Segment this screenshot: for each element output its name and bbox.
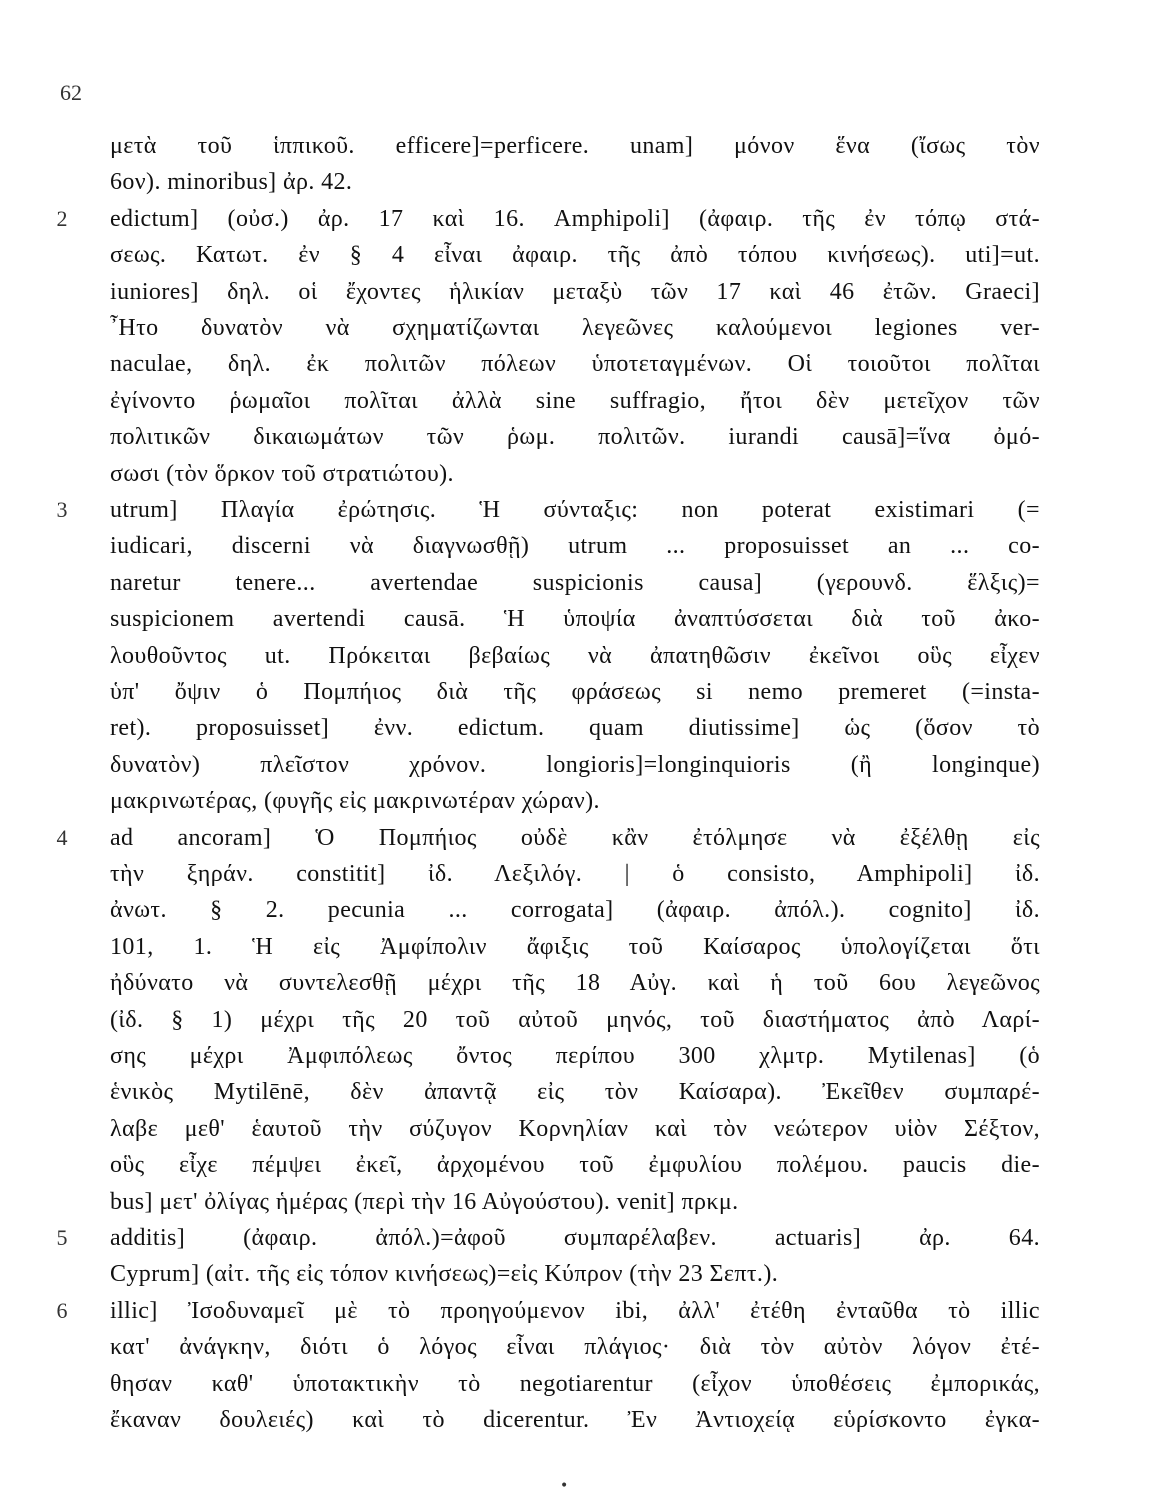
text-line: illic] Ἰσοδυναμεῖ μὲ τὸ προηγούμενον ibi, ἀλλ' ἐτέθη ἐνταῦθα τὸ illic xyxy=(110,1297,1040,1324)
text-line: 101, 1. Ἡ εἰς Ἀμφίπολιν ἄφιξις τοῦ Καίσαρος ὑπολογίζεται ὅτι xyxy=(110,933,1040,960)
text-line: πολιτικῶν δικαιωμάτων τῶν ῥωμ. πολιτῶν. iurandi causā]=ἵνα ὀμό- xyxy=(110,424,1040,451)
text-line: iudicari, discerni νὰ διαγνωσθῇ) utrum ... proposuisset an ... co- xyxy=(110,533,1040,560)
text-line: ἐγίνοντο ῥωμαῖοι πολῖται ἀλλὰ sine suffragio, ἤτοι δὲν μετεῖχον τῶν xyxy=(110,387,1040,414)
page-number: 62 xyxy=(60,80,82,105)
text-line: ῏Ητο δυνατὸν νὰ σχηματίζωνται λεγεῶνες καλούμενοι legiones ver- xyxy=(110,315,1040,341)
text-line: δυνατὸν) πλεῖστον χρόνον. longioris]=longinquioris (ἢ longinque) xyxy=(110,751,1040,778)
text-line: μετὰ τοῦ ἱππικοῦ. efficere]=perficere. unam] μόνον ἕνα (ἴσως τὸν xyxy=(110,133,1040,159)
text-line: ret). proposuisset] ἐνν. edictum. quam diutissime] ὡς (ὅσον τὸ xyxy=(110,715,1040,742)
section-number: 3 xyxy=(56,497,68,522)
text-line: Cyprum] (αἰτ. τῆς εἰς τόπον κινήσεως)=εἰς Κύπρον (τὴν 23 Σεπτ.). xyxy=(110,1261,779,1288)
text-line: naretur tenere... avertendae suspicionis causa] (γερουνδ. ἕλξις)= xyxy=(110,569,1040,596)
text-line: naculae, δηλ. ἐκ πολιτῶν πόλεων ὑποτεταγμένων. Οἱ τοιοῦτοι πολῖται xyxy=(110,351,1040,378)
text-line: utrum] Πλαγία ἐρώτησις. Ἡ σύνταξις: non poterat existimari (= xyxy=(110,497,1040,523)
text-line: ad ancoram] Ὁ Πομπήιος οὐδὲ κἂν ἐτόλμησε νὰ ἐξέλθῃ εἰς xyxy=(110,824,1040,851)
text-line: (ἰδ. § 1) μέχρι τῆς 20 τοῦ αὐτοῦ μηνός, τοῦ διαστήματος ἀπὸ Λαρί- xyxy=(110,1006,1040,1033)
text-line: σεως. Κατωτ. ἐν § 4 εἶναι ἀφαιρ. τῆς ἀπὸ τόπου κινήσεως). uti]=ut. xyxy=(110,242,1040,269)
section-number: 6 xyxy=(56,1297,68,1323)
text-line: ὑπ' ὄψιν ὁ Πομπήιος διὰ τῆς φράσεως si nemo premeret (=insta- xyxy=(110,679,1040,705)
text-line: μακρινωτέρας, (φυγῆς εἰς μακρινωτέραν χώραν). xyxy=(110,788,600,815)
page-mark: • xyxy=(560,1478,569,1494)
section-number: 2 xyxy=(56,205,68,231)
text-line: edictum] (οὐσ.) ἀρ. 17 καὶ 16. Amphipoli] (ἀφαιρ. τῆς ἐν τόπῳ στά- xyxy=(110,205,1040,232)
text-line: ἑνικὸς Mytilēnē, δὲν ἀπαντᾷ εἰς τὸν Καίσαρα). Ἐκεῖθεν συμπαρέ- xyxy=(110,1079,1040,1106)
text-line: σωσι (τὸν ὅρκον τοῦ στρατιώτου). xyxy=(110,460,454,487)
section-number: 4 xyxy=(56,824,68,850)
text-line: λαβε μεθ' ἑαυτοῦ τὴν σύζυγον Κορνηλίαν καὶ τὸν νεώτερον υἱὸν Σέξτον, xyxy=(110,1115,1040,1142)
text-line: κατ' ἀνάγκην, διότι ὁ λόγος εἶναι πλάγιος· διὰ τὸν αὐτὸν λόγον ἐτέ- xyxy=(110,1334,1040,1361)
text-line: ἀνωτ. § 2. pecunia ... corrogata] (ἀφαιρ. ἀπόλ.). cognito] ἰδ. xyxy=(110,897,1040,924)
text-line: 6ον). minoribus] ἀρ. 42. xyxy=(110,169,353,196)
text-line: θησαν καθ' ὑποτακτικὴν τὸ negotiarentur (εἶχον ὑποθέσεις ἐμπορικάς, xyxy=(110,1370,1040,1397)
text-line: suspicionem avertendi causā. Ἡ ὑποψία ἀναπτύσσεται διὰ τοῦ ἀκο- xyxy=(110,606,1040,633)
text-line: ἠδύνατο νὰ συντελεσθῇ μέχρι τῆς 18 Αὐγ. καὶ ἡ τοῦ 6ου λεγεῶνος xyxy=(110,970,1040,997)
text-line: οὓς εἶχε πέμψει ἐκεῖ, ἀρχομένου τοῦ ἐμφυλίου πολέμου. paucis die- xyxy=(110,1152,1040,1179)
section-number: 5 xyxy=(56,1225,68,1250)
text-line: bus] μετ' ὀλίγας ἡμέρας (περὶ τὴν 16 Αὐγούστου). venit] πρκμ. xyxy=(110,1188,739,1215)
text-line: τὴν ξηράν. constitit] ἰδ. Λεξιλόγ. | ὁ consisto, Amphipoli] ἰδ. xyxy=(110,861,1040,887)
text-line: λουθοῦντος ut. Πρόκειται βεβαίως νὰ ἀπατηθῶσιν ἐκεῖνοι οὓς εἶχεν xyxy=(110,642,1040,669)
text-line: σης μέχρι Ἀμφιπόλεως ὄντος περίπου 300 χλμτρ. Mytilenas] (ὁ xyxy=(110,1043,1040,1069)
text-line: iuniores] δηλ. οἱ ἔχοντες ἡλικίαν μεταξὺ τῶν 17 καὶ 46 ἐτῶν. Graeci] xyxy=(110,278,1040,305)
text-line: additis] (ἀφαιρ. ἀπόλ.)=ἀφοῦ συμπαρέλαβεν. actuaris] ἀρ. 64. xyxy=(110,1225,1040,1251)
text-line: ἔκαναν δουλειές) καὶ τὸ dicerentur. Ἐν Ἀντιοχείᾳ εὑρίσκοντο ἐγκα- xyxy=(110,1407,1040,1433)
